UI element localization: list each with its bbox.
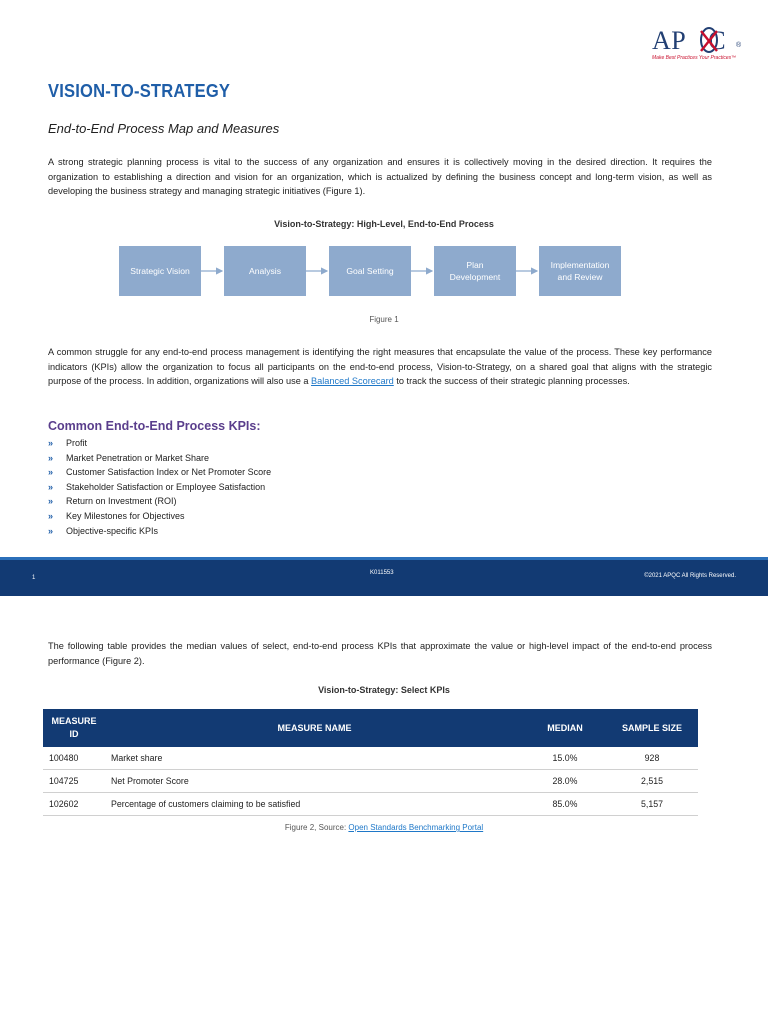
list-item xyxy=(48,524,271,539)
kpi-heading: Common End-to-End Process KPIs: xyxy=(48,419,261,433)
process-step-implementation-review: Implementation and Review xyxy=(539,246,621,296)
column-header-median: MEDIAN xyxy=(524,709,606,747)
cell-measure-id: 104725 xyxy=(43,770,105,793)
benchmarking-portal-link[interactable]: Open Standards Benchmarking Portal xyxy=(348,823,484,832)
cell-measure-name: Market share xyxy=(105,747,524,770)
cell-sample-size: 5,157 xyxy=(606,793,698,816)
bullet-chevron-icon: » xyxy=(48,510,54,521)
figure1-caption: Figure 1 xyxy=(369,315,399,324)
document-code: K011553 xyxy=(370,570,394,576)
page-subtitle: End-to-End Process Map and Measures xyxy=(48,121,280,136)
figure2-caption xyxy=(0,823,768,832)
cell-sample-size: 2,515 xyxy=(606,770,698,793)
logo-tagline: Make Best Practices Your Practices™ xyxy=(652,55,737,61)
bullet-chevron-icon: » xyxy=(48,496,54,507)
logo-wordmark-prefix: AP xyxy=(652,26,687,55)
figure2-caption-text: Figure 2, Source: xyxy=(284,823,349,832)
kpi-item-label: Stakeholder Satisfaction or Employee Satisfaction xyxy=(66,481,266,492)
table-intro-paragraph: The following table provides the median values of select, end-to-end process KPIs that approximate the value or high-level impact of the end-to-end process performance (Figure 2). xyxy=(48,641,712,666)
bullet-chevron-icon: » xyxy=(48,481,54,492)
kpi-table xyxy=(43,709,698,816)
registered-mark: ® xyxy=(736,42,742,49)
process-step-strategic-vision: Strategic Vision xyxy=(119,246,201,296)
cell-sample-size: 928 xyxy=(606,747,698,770)
cell-median: 28.0% xyxy=(524,770,606,793)
bullet-chevron-icon: » xyxy=(48,525,54,536)
list-item xyxy=(48,451,271,466)
bullet-chevron-icon: » xyxy=(48,452,54,463)
column-header-measure-id: MEASURE ID xyxy=(43,709,105,747)
cell-measure-id: 102602 xyxy=(43,793,105,816)
process-step-plan-development: Plan Development xyxy=(434,246,516,296)
cell-measure-name: Net Promoter Score xyxy=(105,770,524,793)
bullet-chevron-icon: » xyxy=(48,467,54,478)
logo-wordmark-suffix: C xyxy=(708,26,727,55)
bullet-chevron-icon: » xyxy=(48,438,54,448)
process-step-goal-setting: Goal Setting xyxy=(329,246,411,296)
table-header-row xyxy=(43,709,698,747)
table-row xyxy=(43,770,698,793)
page-footer xyxy=(0,557,768,596)
cell-median: 85.0% xyxy=(524,793,606,816)
apqc-logo xyxy=(640,22,750,66)
figure2-title: Vision-to-Strategy: Select KPIs xyxy=(318,685,450,695)
copyright-notice: ©2021 APQC All Rights Reserved. xyxy=(644,573,736,579)
kpi-item-label: Return on Investment (ROI) xyxy=(66,496,177,507)
table-row xyxy=(43,747,698,770)
column-header-sample-size: SAMPLE SIZE xyxy=(606,709,698,747)
kpi-item-label: Customer Satisfaction Index or Net Promoter Score xyxy=(66,467,272,478)
cell-median: 15.0% xyxy=(524,747,606,770)
list-item xyxy=(48,436,271,451)
list-item xyxy=(48,465,271,480)
list-item xyxy=(48,480,271,495)
kpi-paragraph-text: A common struggle for any end-to-end process management is identifying the right measures that encapsulate the value of the process. These key performance indicators (KPIs) allow the organization to focus all participants on the end-to-end process, Vision-to-Strategy, on a shared goal that aligns with the strategic purpose of the process. In addition, organizations will also use a xyxy=(48,347,712,387)
process-step-analysis: Analysis xyxy=(224,246,306,296)
column-header-measure-name: MEASURE NAME xyxy=(105,709,524,747)
kpi-item-label: Profit xyxy=(66,438,88,448)
kpi-item-label: Objective-specific KPIs xyxy=(66,525,159,536)
kpi-item-label: Market Penetration or Market Share xyxy=(66,452,210,463)
kpi-item-label: Key Milestones for Objectives xyxy=(66,510,185,521)
list-item xyxy=(48,509,271,524)
logo-q-mark-icon xyxy=(699,25,719,55)
kpi-list xyxy=(48,436,271,538)
page-number: 1 xyxy=(32,575,36,581)
list-item xyxy=(48,494,271,509)
balanced-scorecard-link[interactable]: Balanced Scorecard xyxy=(311,376,394,387)
cell-measure-name: Percentage of customers claiming to be satisfied xyxy=(105,793,524,816)
figure1-title: Vision-to-Strategy: High-Level, End-to-End Process xyxy=(274,219,494,229)
page-title: VISION-TO-STRATEGY xyxy=(48,81,231,101)
table-row xyxy=(43,793,698,816)
kpi-paragraph xyxy=(48,345,712,389)
cell-measure-id: 100480 xyxy=(43,747,105,770)
intro-paragraph: A strong strategic planning process is vital to the success of any organization and ensures it is collectively moving in the desired direction. It requires the organization to establishing a direction and vision for an organization, which is actualized by defining the business concept and long-term vision, as well as developing the business strategy and managing strategic initiatives (Figure 1). xyxy=(48,157,712,197)
kpi-paragraph-text-end: to track the success of their strategic planning processes. xyxy=(393,376,630,387)
